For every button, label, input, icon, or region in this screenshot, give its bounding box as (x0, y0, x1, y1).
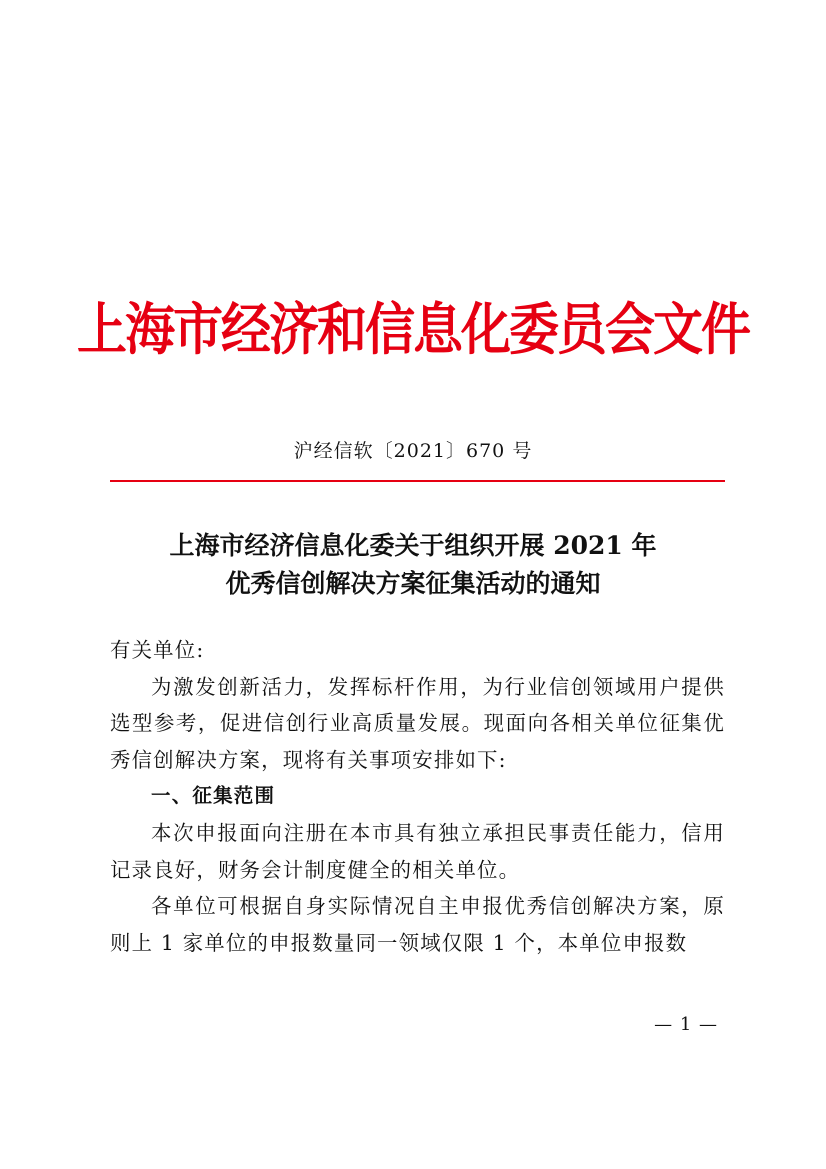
red-divider-line (110, 480, 725, 482)
salutation: 有关单位: (110, 638, 205, 662)
body-paragraph: 本次申报面向注册在本市具有独立承担民事责任能力，信用记录良好，财务会计制度健全的相关单位。 (110, 820, 725, 882)
document-title (0, 527, 826, 603)
document-masthead: 上海市经济和信息化委员会文件 (77, 296, 749, 363)
body-paragraph: 各单位可根据自身实际情况自主申报优秀信创解决方案，原则上 1 家单位的申报数量同一领域仅限 1 个，本单位申报数 (110, 894, 725, 955)
title-line-1: 上海市经济信息化委关于组织开展 2021 年 (169, 531, 657, 560)
page-number: — 1 — (654, 1014, 718, 1035)
document-number: 沪经信软〔2021〕670 号 (293, 440, 533, 462)
title-line-2: 优秀信创解决方案征集活动的通知 (225, 569, 601, 598)
body-paragraph: 为激发创新活力，发挥标杆作用，为行业信创领域用户提供选型参考，促进信创行业高质量发展。现面向各相关单位征集优秀信创解决方案，现将有关事项安排如下: (110, 674, 725, 772)
section-heading: 一、征集范围 (151, 784, 276, 808)
document-body (110, 632, 725, 961)
